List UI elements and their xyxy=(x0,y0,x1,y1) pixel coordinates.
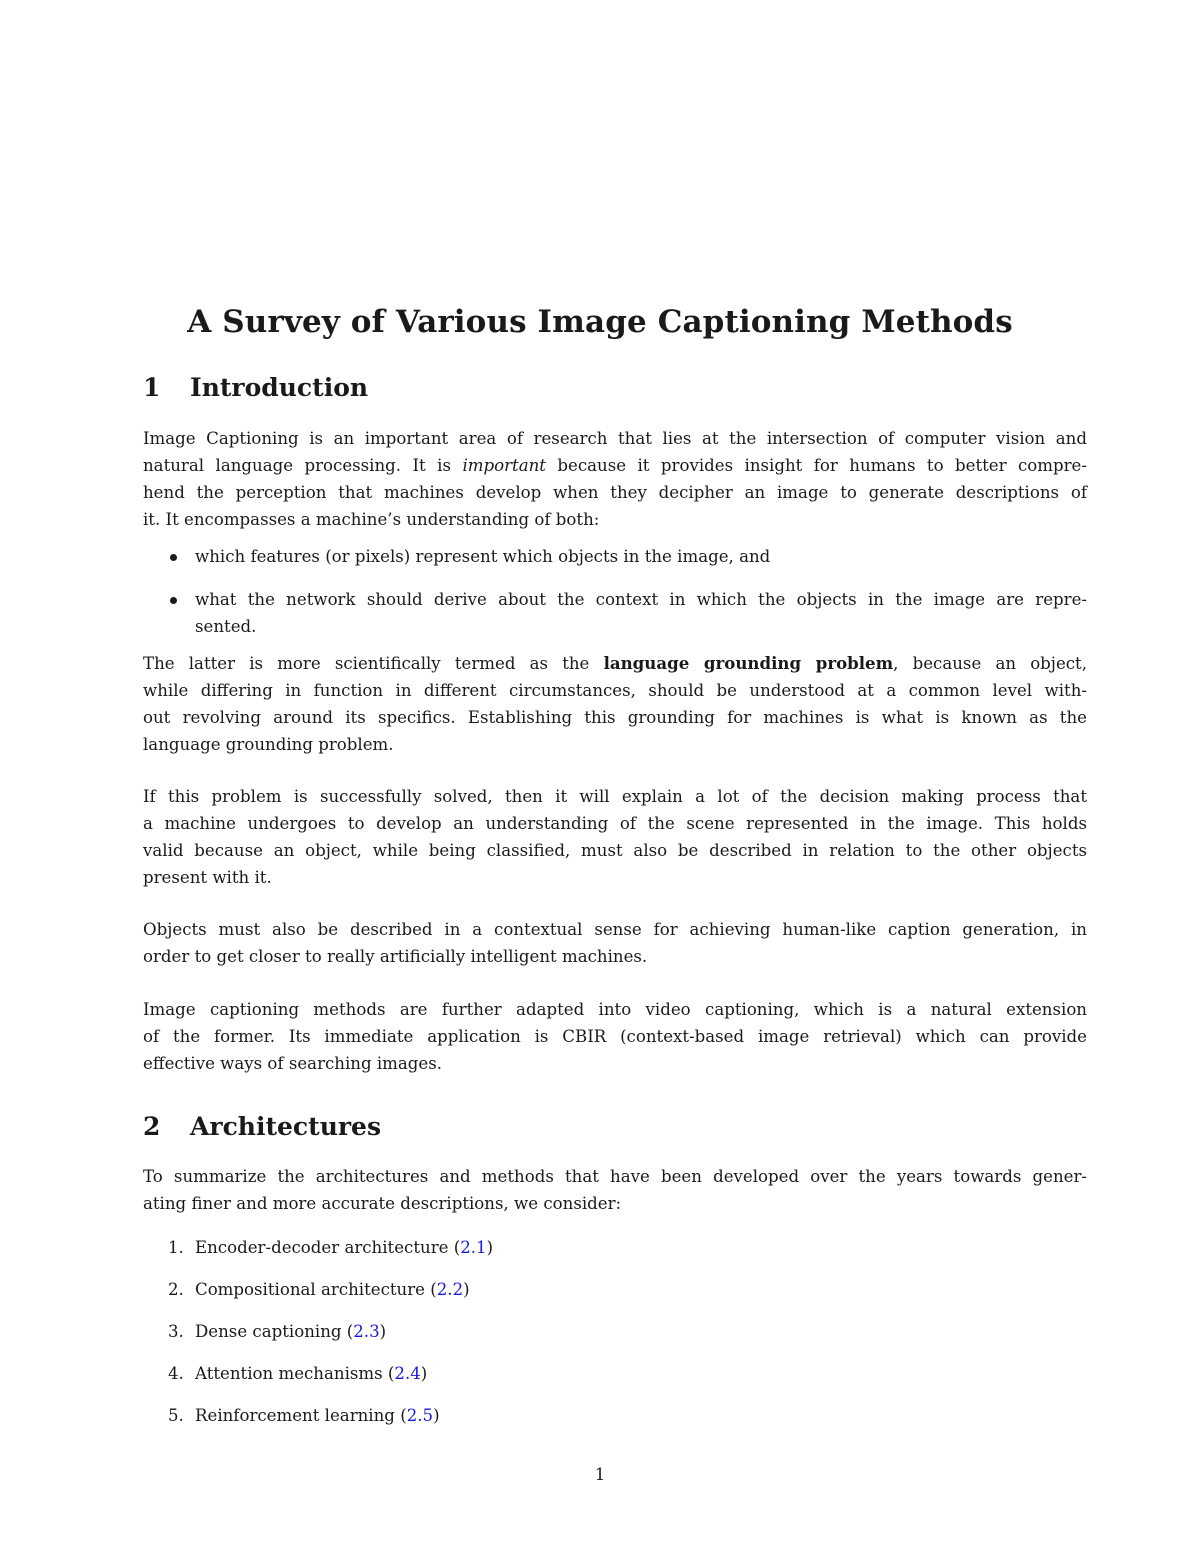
list-item-label: Compositional architecture xyxy=(195,1280,425,1299)
list-item-text: Reinforcement learning (2.5) xyxy=(195,1406,440,1425)
text-line: Image captioning methods are further adapted into video captioning, which is a natural extension xyxy=(143,1000,1087,1019)
section-ref-link[interactable]: 2.1 xyxy=(460,1238,487,1257)
section-heading-architectures xyxy=(143,1111,381,1143)
text-line: sented. xyxy=(195,617,257,636)
text-run: The latter is more scientifically termed as the xyxy=(143,654,604,673)
section-title: Introduction xyxy=(190,373,369,402)
text-line xyxy=(143,650,1087,677)
text-line: order to get closer to really artificially intelligent machines. xyxy=(143,947,648,966)
list-item-number: 3. xyxy=(168,1322,184,1341)
list-item-text xyxy=(195,586,1087,640)
list-item-text: Dense captioning (2.3) xyxy=(195,1322,387,1341)
list-item-number: 5. xyxy=(168,1406,184,1425)
text-line xyxy=(143,452,1087,479)
list-item-label: Reinforcement learning xyxy=(195,1406,395,1425)
paper-title: A Survey of Various Image Captioning Methods xyxy=(187,304,1013,340)
bullet-icon xyxy=(170,597,177,604)
list-item-text: Compositional architecture (2.2) xyxy=(195,1280,470,1299)
section-ref-link[interactable]: 2.4 xyxy=(394,1364,421,1383)
text-line: hend the perception that machines develop when they decipher an image to generate descriptions of xyxy=(143,483,1087,502)
intro-paragraph-1 xyxy=(143,425,1087,533)
text-line: Image Captioning is an important area of research that lies at the intersection of computer vision and xyxy=(143,429,1087,448)
text-line: To summarize the architectures and methods that have been developed over the years towards gener- xyxy=(143,1167,1087,1186)
key-term: language grounding problem xyxy=(603,653,894,673)
text-line: If this problem is successfully solved, then it will explain a lot of the decision making process that xyxy=(143,787,1087,806)
text-run: , because an object, xyxy=(893,654,1088,673)
list-item-label: Dense captioning xyxy=(195,1322,342,1341)
text-line: valid because an object, while being classified, must also be described in relation to the other objects xyxy=(143,841,1087,860)
text-run: natural language processing. It is xyxy=(143,456,463,475)
list-item-text: Attention mechanisms (2.4) xyxy=(195,1364,428,1383)
section-number: 1 xyxy=(143,373,161,402)
list-item-number: 1. xyxy=(168,1238,184,1257)
text-line: of the former. Its immediate application is CBIR (context-based image retrieval) which can provide xyxy=(143,1027,1087,1046)
text-line: a machine undergoes to develop an understanding of the scene represented in the image. This holds xyxy=(143,814,1087,833)
text-line: present with it. xyxy=(143,868,272,887)
architectures-paragraph-1 xyxy=(143,1163,1087,1217)
list-item-number: 4. xyxy=(168,1364,184,1383)
section-ref-link[interactable]: 2.3 xyxy=(353,1322,380,1341)
list-item-number: 2. xyxy=(168,1280,184,1299)
section-ref-link[interactable]: 2.5 xyxy=(406,1406,434,1425)
list-item-label: Encoder-decoder architecture xyxy=(195,1238,449,1257)
text-line: language grounding problem. xyxy=(143,735,394,754)
list-item-text: Encoder-decoder architecture (2.1) xyxy=(195,1238,494,1257)
intro-paragraph-5 xyxy=(143,996,1087,1077)
intro-paragraph-2 xyxy=(143,650,1087,758)
section-number: 2 xyxy=(143,1112,161,1141)
text-line: effective ways of searching images. xyxy=(143,1054,443,1073)
intro-paragraph-3 xyxy=(143,783,1087,891)
bullet-icon xyxy=(170,554,177,561)
text-run: because it provides insight for humans to better compre- xyxy=(545,456,1087,475)
text-line: which features (or pixels) represent which objects in the image, and xyxy=(195,547,771,566)
text-line: Objects must also be described in a contextual sense for achieving human-like caption generation, in xyxy=(143,920,1087,939)
text-line: what the network should derive about the context in which the objects in the image are repre- xyxy=(195,590,1087,609)
page-number: 1 xyxy=(594,1465,606,1484)
text-line: it. It encompasses a machine’s understanding of both: xyxy=(143,510,600,529)
text-line: ating finer and more accurate descriptions, we consider: xyxy=(143,1194,622,1213)
text-line: while differing in function in different circumstances, should be understood at a common level with- xyxy=(143,681,1087,700)
text-line: out revolving around its specifics. Establishing this grounding for machines is what is known as the xyxy=(143,708,1087,727)
section-ref-link[interactable]: 2.2 xyxy=(436,1280,464,1299)
section-title: Architectures xyxy=(190,1112,382,1141)
section-heading-introduction xyxy=(143,372,368,404)
intro-paragraph-4 xyxy=(143,916,1087,970)
list-item-label: Attention mechanisms xyxy=(195,1364,383,1383)
list-item-text xyxy=(195,543,1087,570)
emphasis-text: important xyxy=(462,456,546,475)
